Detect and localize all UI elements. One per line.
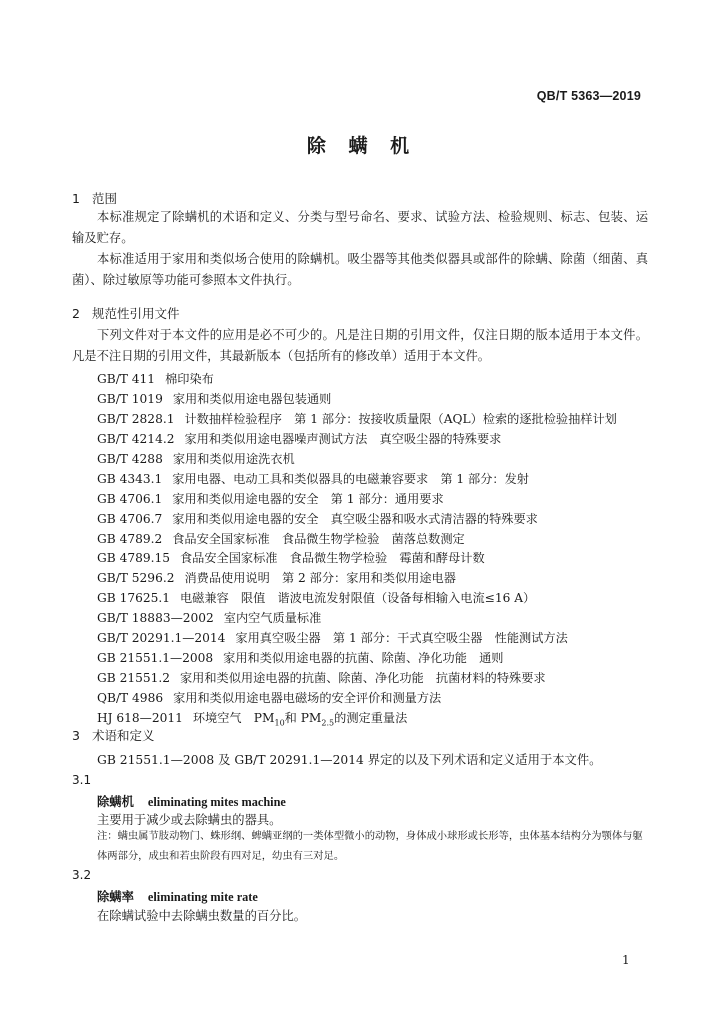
section-title: 规范性引用文件 <box>92 306 180 321</box>
page-number: 1 <box>622 953 630 967</box>
section-2-heading <box>72 304 180 322</box>
section-1-heading <box>72 189 117 207</box>
term-heading <box>97 887 258 905</box>
term-heading <box>97 792 286 810</box>
reference-item: GB/T 5296.2 消费品使用说明 第 2 部分：家用和类似用途电器 <box>97 571 456 586</box>
reference-item: GB/T 2828.1 计数抽样检验程序 第 1 部分：按接收质量限（AQL）检索的逐批检验抽样计划 <box>97 411 617 426</box>
section-number: 1 <box>72 191 80 206</box>
references-intro: 下列文件对于本文件的应用是必不可少的。凡是注日期的引用文件，仅注日期的版本适用于本文件。凡是不注日期的引用文件，其最新版本（包括所有的修改单）适用于本文件。 <box>72 328 648 363</box>
reference-item: GB 4706.1 家用和类似用途电器的安全 第 1 部分：通用要求 <box>97 491 444 506</box>
reference-list <box>97 369 617 728</box>
reference-item: GB/T 411 棉印染布 <box>97 372 214 386</box>
term-chinese: 除螨机 <box>97 795 134 809</box>
scope-paragraph-1: 本标准规定了除螨机的术语和定义、分类与型号命名、要求、试验方法、检验规则、标志、包装、运输及贮存。 <box>72 210 648 245</box>
section-title: 范围 <box>92 191 118 206</box>
reference-item: GB 21551.2 家用和类似用途电器的抗菌、除菌、净化功能 抗菌材料的特殊要求 <box>97 671 546 686</box>
reference-item: GB/T 18883—2002 室内空气质量标准 <box>97 611 322 626</box>
reference-item: GB 4789.15 食品安全国家标准 食品微生物学检验 霉菌和酵母计数 <box>97 551 485 566</box>
reference-item: QB/T 4986 家用和类似用途电器电磁场的安全评价和测量方法 <box>97 691 442 705</box>
terms-intro: GB 21551.1—2008 及 GB/T 20291.1—2014 界定的以及下列术语和定义适用于本文件。 <box>97 753 602 767</box>
term-definition: 主要用于减少或去除螨虫的器具。 <box>97 813 282 827</box>
reference-item: HJ 618—2011 环境空气 $PM_{10}$和 $PM_{2.5}$的测定重量法 <box>97 710 408 728</box>
reference-item: GB 17625.1 电磁兼容 限值 谐波电流发射限值（设备每相输入电流≤16 A） <box>97 591 536 606</box>
reference-item: GB 4789.2 食品安全国家标准 食品微生物学检验 菌落总数测定 <box>97 531 465 546</box>
note-label: 注： <box>97 830 118 842</box>
term-chinese: 除螨率 <box>97 890 134 904</box>
term-note <box>97 826 653 866</box>
scope-paragraph-2: 本标准适用于家用和类似场合使用的除螨机。吸尘器等其他类似器具或部件的除螨、除菌（细菌、真菌）、除过敏原等功能可参照本文件执行。 <box>72 252 648 287</box>
reference-item: GB 4343.1 家用电器、电动工具和类似器具的电磁兼容要求 第 1 部分：发射 <box>97 471 529 486</box>
reference-item: GB 21551.1—2008 家用和类似用途电器的抗菌、除菌、净化功能 通则 <box>97 651 504 666</box>
term-english: eliminating mites machine <box>147 795 286 809</box>
section-3-heading <box>72 726 155 744</box>
section-number: 2 <box>72 306 80 321</box>
reference-item: GB/T 20291.1—2014 家用真空吸尘器 第 1 部分：干式真空吸尘器 性能测试方法 <box>97 631 568 646</box>
document-title: 除 螨 机 <box>306 135 418 157</box>
standard-number: QB/T 5363—2019 <box>536 89 641 103</box>
reference-item: GB 4706.7 家用和类似用途电器的安全 真空吸尘器和吸水式清洁器的特殊要求 <box>97 511 538 526</box>
clause-number: 3.2 <box>72 868 92 882</box>
reference-item: GB/T 4288 家用和类似用途洗衣机 <box>97 451 295 466</box>
clause-number: 3.1 <box>72 773 92 787</box>
term-definition: 在除螨试验中去除螨虫数量的百分比。 <box>97 909 307 923</box>
section-number: 3 <box>72 728 80 743</box>
section-title: 术语和定义 <box>92 728 155 743</box>
term-english: eliminating mite rate <box>147 890 258 904</box>
note-text: 螨虫属节肢动物门、蛛形纲、蜱螨亚纲的一类体型微小的动物，身体成小球形或长形等，虫体基本结构分为颚体与躯体两部分，成虫和若虫阶段有四对足，幼虫有三对足。 <box>97 830 643 862</box>
reference-item: GB/T 4214.2 家用和类似用途电器噪声测试方法 真空吸尘器的特殊要求 <box>97 431 502 446</box>
reference-item: GB/T 1019 家用和类似用途电器包装通则 <box>97 391 332 406</box>
